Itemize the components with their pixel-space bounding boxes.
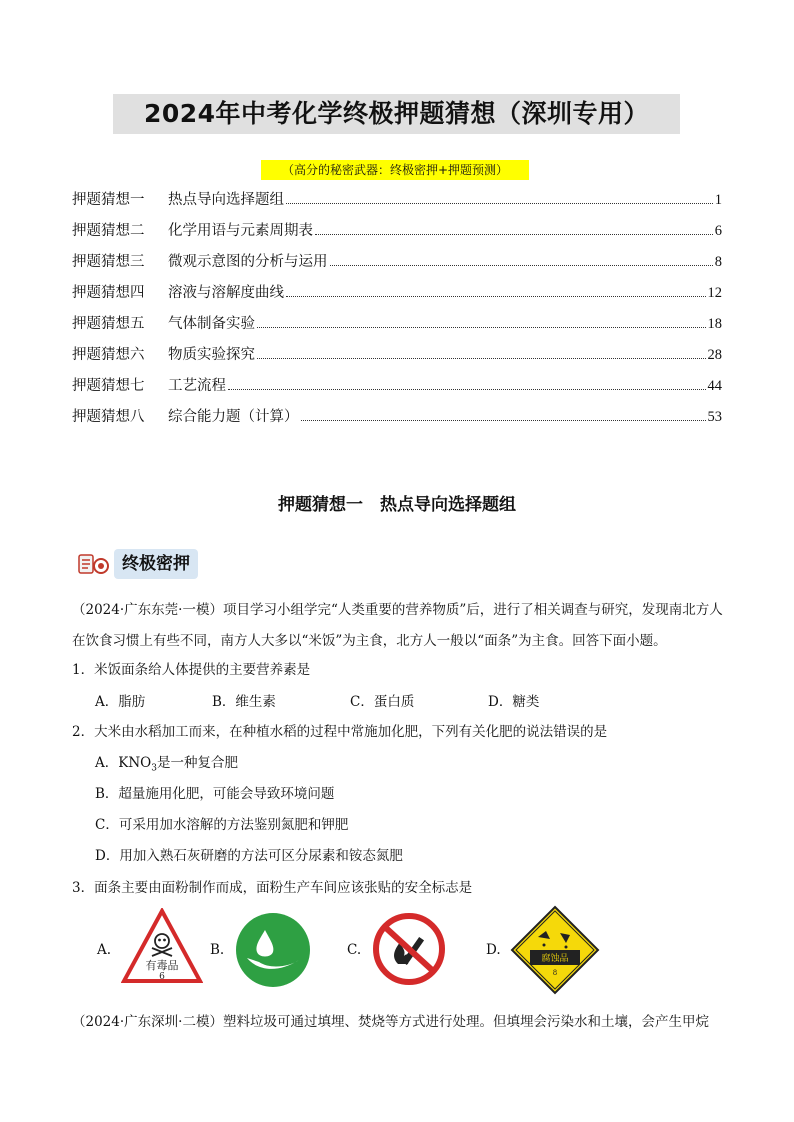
- toxic-sign-icon[interactable]: [121, 908, 203, 984]
- toc-title: 溶液与溶解度曲线: [168, 285, 284, 301]
- no-fire-sign-icon[interactable]: [372, 912, 446, 986]
- toc-label: 押题猜想五: [72, 316, 145, 332]
- q2-option-d[interactable]: D．用加入熟石灰研磨的方法可区分尿素和铵态氮肥: [95, 848, 403, 864]
- toc-title: 物质实验探究: [168, 347, 255, 363]
- toc-title: 微观示意图的分析与运用: [168, 254, 328, 270]
- corrosive-sign-icon[interactable]: [510, 905, 600, 995]
- next-passage: （2024·广东深圳·二模）塑料垃圾可通过填埋、焚烧等方式进行处理。但填埋会污染水和土壤，会产生甲烷: [72, 1014, 709, 1030]
- toc-label: 押题猜想七: [72, 378, 145, 394]
- toc-row[interactable]: [72, 374, 722, 405]
- target-icon: [78, 553, 110, 577]
- toc-title: 气体制备实验: [168, 316, 255, 332]
- q2-option-a[interactable]: [95, 751, 238, 774]
- toc-leader: [257, 358, 706, 359]
- intro-paragraph: （2024·广东东莞·一模）项目学习小组学完“人类重要的营养物质”后，进行了相关调查与研究，发现南北方人在饮食习惯上有些不同，南方人大多以“米饭”为主食，北方人一般以“面条”为主食。回答下面小题。: [72, 602, 723, 649]
- corrosive-sign-number: 8: [552, 969, 558, 977]
- toc-leader: [286, 203, 713, 204]
- toc-row[interactable]: [72, 312, 722, 343]
- toc-row[interactable]: [72, 250, 722, 281]
- toc-leader: [228, 389, 706, 390]
- toxic-sign-text: 有毒品: [145, 959, 179, 972]
- toc-row[interactable]: [72, 188, 722, 219]
- toc-title: 热点导向选择题组: [168, 192, 284, 208]
- subtitle: （高分的秘密武器：终极密押+押题预测）: [261, 160, 529, 180]
- toc-title: 综合能力题（计算）: [168, 409, 299, 425]
- q2-option-b[interactable]: B．超量施用化肥，可能会导致环境问题: [95, 786, 335, 802]
- question-1-stem: 1．米饭面条给人体提供的主要营养素是: [72, 662, 311, 678]
- toc-leader: [257, 327, 706, 328]
- table-of-contents: [72, 188, 722, 436]
- q3-option-c-label[interactable]: C.: [347, 942, 362, 958]
- toc-leader: [330, 265, 713, 266]
- page-title: 2024年中考化学终极押题猜想（深圳专用）: [113, 94, 680, 134]
- toc-page: 44: [707, 378, 722, 394]
- toc-label: 押题猜想二: [72, 223, 145, 239]
- q3-option-d-label[interactable]: D.: [486, 942, 501, 958]
- toc-page: 18: [707, 316, 722, 332]
- corrosive-sign-text: 腐蚀品: [541, 954, 569, 964]
- toc-title: 工艺流程: [168, 378, 226, 394]
- toc-leader: [301, 420, 706, 421]
- q1-option-d[interactable]: D．糖类: [488, 694, 540, 710]
- toc-page: 8: [714, 254, 722, 270]
- toc-leader: [286, 296, 706, 297]
- toc-label: 押题猜想四: [72, 285, 145, 301]
- q1-option-c[interactable]: C．蛋白质: [350, 694, 415, 710]
- section-heading: 押题猜想一 热点导向选择题组: [278, 495, 516, 515]
- question-3-stem: 3．面条主要由面粉制作而成，面粉生产车间应该张贴的安全标志是: [72, 880, 473, 896]
- toxic-sign-number: 6: [159, 972, 165, 982]
- toc-row[interactable]: [72, 343, 722, 374]
- toc-page: 6: [714, 223, 722, 239]
- question-2-stem: 2．大米由水稻加工而来，在种植水稻的过程中常施加化肥，下列有关化肥的说法错误的是: [72, 724, 608, 740]
- q3-option-b-label[interactable]: B.: [210, 942, 225, 958]
- toc-title: 化学用语与元素周期表: [168, 223, 313, 239]
- toc-leader: [315, 234, 713, 235]
- banner-label: 终极密押: [114, 549, 198, 579]
- toc-label: 押题猜想八: [72, 409, 145, 425]
- q2-option-a-suffix: 是一种复合肥: [156, 755, 238, 771]
- q2-option-c[interactable]: C．可采用加水溶解的方法鉴别氮肥和钾肥: [95, 817, 349, 833]
- final-prediction-banner: [78, 549, 208, 579]
- toc-row[interactable]: [72, 219, 722, 250]
- toc-row[interactable]: [72, 281, 722, 312]
- q1-option-b[interactable]: B．维生素: [212, 694, 276, 710]
- toc-page: 53: [707, 409, 722, 425]
- q1-option-a[interactable]: A．脂肪: [95, 694, 146, 710]
- toc-label: 押题猜想三: [72, 254, 145, 270]
- q2-option-a-subscript: 3: [151, 763, 157, 774]
- toc-label: 押题猜想六: [72, 347, 145, 363]
- q3-option-a-label[interactable]: A.: [97, 942, 112, 958]
- toc-page: 28: [707, 347, 722, 363]
- toc-row[interactable]: [72, 405, 722, 436]
- water-saving-sign-icon[interactable]: [235, 912, 311, 988]
- toc-page: 12: [707, 285, 722, 301]
- q2-option-a-prefix: A．KNO: [95, 755, 152, 771]
- toc-label: 押题猜想一: [72, 192, 145, 208]
- toc-page: 1: [714, 192, 722, 208]
